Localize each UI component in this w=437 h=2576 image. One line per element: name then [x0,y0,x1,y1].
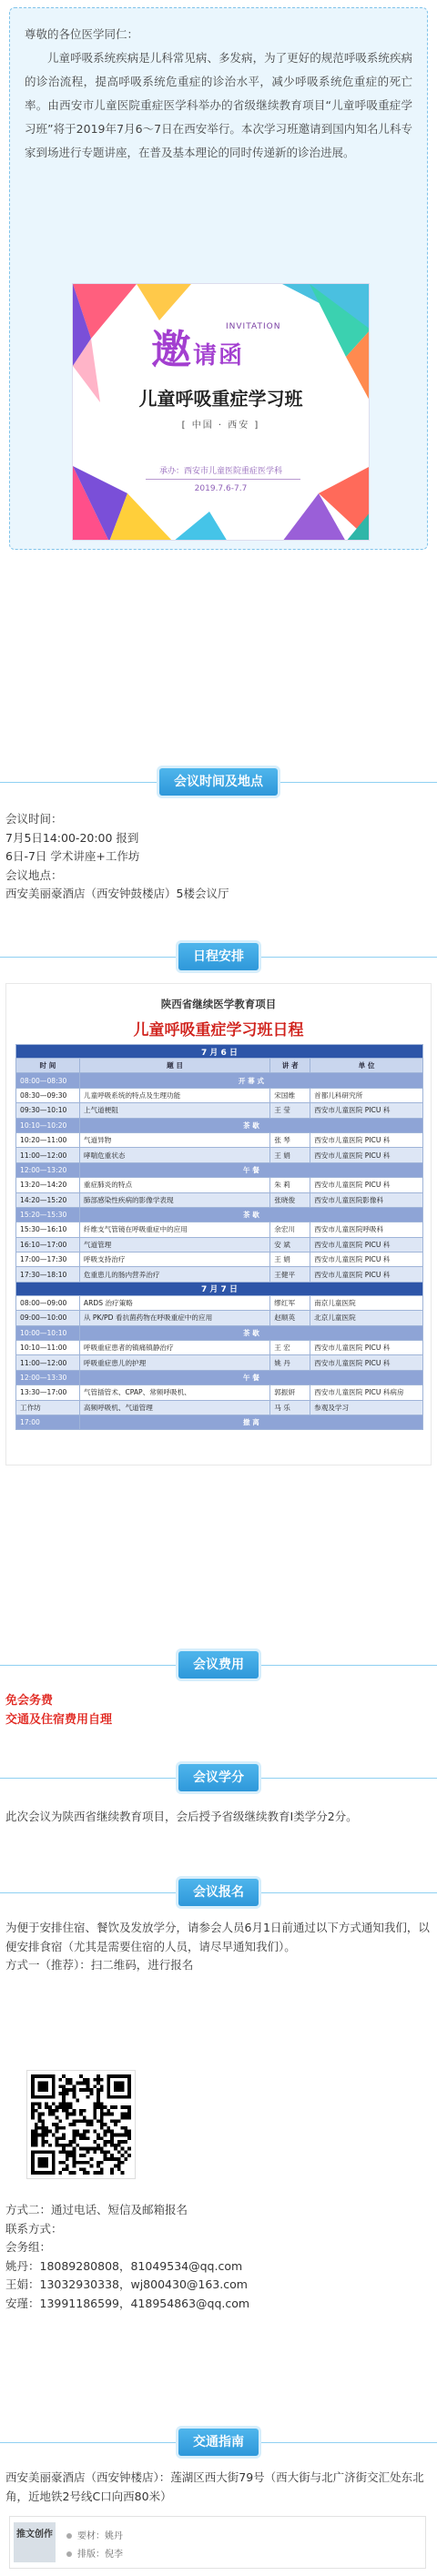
contact-wangjuan[interactable]: 王娟：13032930338，wj800430@163.com [5,2277,248,2291]
section-traffic [0,2425,437,2461]
intro-paragraph: 儿童呼吸系统疾病是儿科常见病、多发病，为了更好的规范呼吸系统疾病的诊治流程，提高呼吸系统危重症的诊治水平，减少呼吸系统危重症的死亡率。由西安市儿童医院重症医学科举办的省级继续教育项目“儿童呼吸重症学习班”将于2019年7月6～7日在西安举行。本次学习班邀请到国内知名儿科专家到场进行专题讲座，在普及基本理论的同时传递新的诊治进展。 [25,51,412,159]
invitation-big-char: 邀请函 [151,327,245,373]
session-row [16,1237,423,1252]
bullet-icon [66,2551,72,2557]
break-row [16,1370,423,1384]
speaker-cell: 王 宏 [270,1341,310,1355]
time-cell: 15:20—15:30 [16,1207,80,1222]
schedule-table-card [5,983,432,1465]
session-row [16,1341,423,1355]
break-row [16,1325,423,1340]
time-cell: 08:30—09:30 [16,1088,80,1102]
invitation-en: INVITATION [226,322,281,331]
poster-date: 2019.7.6-7.7 [194,484,248,493]
speaker-cell: 赵顺英 [270,1311,310,1325]
session-row [16,1132,423,1147]
break-label: 茶 歇 [79,1118,422,1132]
section-title: 会议报名 [178,1879,259,1906]
break-label: 午 餐 [79,1370,422,1384]
unit-cell: 北京儿童医院 [310,1311,423,1325]
register-contacts [5,2201,432,2313]
register-method-1: 方式一（推荐）：扫二维码，进行报名 [5,1958,194,1972]
topic-cell: 上气道梗阻 [79,1103,269,1118]
invitation-poster [72,283,370,541]
committee-label: 会务组： [5,2240,52,2254]
speaker-cell: 王健平 [270,1267,310,1282]
session-row [16,1400,423,1415]
section-title: 日程安排 [178,943,259,970]
session-row [16,1222,423,1237]
topic-cell: 从 PK/PD 看抗菌药物在呼吸重症中的应用 [79,1311,269,1325]
topic-cell: 气管插管术、CPAP、常频呼吸机、 [79,1385,269,1400]
session-row [16,1295,423,1310]
speaker-cell: 王 娟 [270,1148,310,1162]
time-cell: 10:10—10:20 [16,1118,80,1132]
greeting: 尊敬的各位医学同仁： [25,27,139,41]
contact-anjin[interactable]: 安瑾：13991186599，418954863@qq.com [5,2296,250,2310]
unit-cell: 西安市儿童医院呼吸科 [310,1222,423,1237]
topic-cell: 呼吸重症患儿的护理 [79,1355,269,1370]
speaker-cell: 张晓俊 [270,1192,310,1207]
time-cell: 09:00—10:00 [16,1311,80,1325]
poster-divider [146,479,300,480]
session-row [16,1148,423,1162]
time-cell: 13:20—14:20 [16,1178,80,1192]
session-row [16,1253,423,1267]
column-header: 单 位 [310,1059,423,1073]
schedule-title: 儿童呼吸重症学习班日程 [133,1021,304,1040]
register-paragraph: 为便于安排住宿、餐饮及发放学分，请参会人员6月1日前通过以下方式通知我们，以便安排食宿（尤其是需要住宿的人员，请尽早通知我们）。 [5,1921,430,1953]
speaker-cell: 余宏川 [270,1222,310,1237]
speaker-cell: 安 斌 [270,1237,310,1252]
section-title: 会议时间及地点 [159,768,278,796]
unit-cell: 西安市儿童医院 PICU 科 [310,1355,423,1370]
section-time-place [0,765,437,801]
register-text [5,1919,432,1975]
topic-cell: 气道管理 [79,1237,269,1252]
time-cell: 10:00—10:10 [16,1325,80,1340]
topic-cell: 哮喘危重状态 [79,1148,269,1162]
speaker-cell: 王 莹 [270,1103,310,1118]
column-header: 题 目 [79,1059,269,1073]
time-cell: 12:00—13:20 [16,1162,80,1177]
time-lectures: 6日-7日 学术讲座+工作坊 [5,849,140,863]
break-row [16,1207,423,1222]
contact-yaodan[interactable]: 姚丹：18089280808，81049534@qq.com [5,2258,243,2273]
break-label: 撤 离 [79,1415,422,1429]
topic-cell: 儿童呼吸系统的特点及生理功能 [79,1088,269,1102]
session-row [16,1192,423,1207]
speaker-cell: 姚 丹 [270,1355,310,1370]
break-label: 茶 歇 [79,1325,422,1340]
fee-line-1: 免会务费 [5,1694,54,1708]
section-register [0,1875,437,1912]
topic-cell: 肺部感染性疾病的影像学表现 [79,1192,269,1207]
qr-code-icon [31,2074,131,2175]
session-row [16,1103,423,1118]
speaker-cell: 缪红军 [270,1295,310,1310]
topic-cell: 高频呼吸机、气道管理 [79,1400,269,1415]
poster-organizer: 承办：西安市儿童医院重症医学科 [158,467,282,476]
schedule-org: 陕西省继续医学教育项目 [160,998,277,1010]
time-cell: 08:00—09:00 [16,1295,80,1310]
speaker-cell: 朱 莉 [270,1178,310,1192]
time-cell: 16:10—17:00 [16,1237,80,1252]
unit-cell: 首都儿科研究所 [310,1088,423,1102]
place-value: 西安美丽豪酒店（西安钟鼓楼店）5楼会议厅 [5,887,229,900]
unit-cell: 南京儿童医院 [310,1295,423,1310]
speaker-cell: 王 娟 [270,1253,310,1267]
break-row [16,1415,423,1429]
unit-cell: 西安市儿童医院 PICU 科 [310,1148,423,1162]
poster-location: [ 中国 · 西安 ] [181,421,260,431]
speaker-cell: 张 琴 [270,1132,310,1147]
register-method-2: 方式二：通过电话、短信及邮箱报名 [5,2203,188,2216]
topic-cell: 呼吸重症患者的镇痛镇静治疗 [79,1341,269,1355]
topic-cell: 气道异物 [79,1132,269,1147]
credit-line-material: 要材：姚丹 [66,2528,123,2541]
unit-cell: 西安市儿童医院 PICU 科 [310,1103,423,1118]
unit-cell: 西安市儿童医院 PICU 科病房 [310,1385,423,1400]
time-cell: 10:20—11:00 [16,1132,80,1147]
break-label: 开 幕 式 [79,1073,422,1088]
unit-cell: 西安市儿童医院 PICU 科 [310,1253,423,1267]
time-cell: 14:20—15:20 [16,1192,80,1207]
schedule-table [15,1044,423,1430]
topic-cell: 呼吸支持治疗 [79,1253,269,1267]
poster-title: 儿童呼吸重症学习班 [138,388,303,410]
topic-cell: 危重患儿的肠内营养治疗 [79,1267,269,1282]
section-title: 会议费用 [178,1651,259,1678]
traffic-paragraph: 西安美丽豪酒店（西安钟楼店）：莲湖区西大街79号（西大街与北广济街交汇处东北角，近地铁2号线C口向西80米） [5,2470,424,2503]
break-label: 茶 歇 [79,1207,422,1222]
time-place-text [5,810,432,904]
topic-cell: ARDS 治疗策略 [79,1295,269,1310]
session-row [16,1355,423,1370]
credit-text [5,1808,432,1827]
time-checkin: 7月5日14:00-20:00 报到 [5,830,139,845]
unit-cell: 参观及学习 [310,1400,423,1415]
intro-card [9,7,428,550]
section-credit [0,1760,437,1797]
time-cell: 11:00—12:00 [16,1148,80,1162]
session-row [16,1267,423,1282]
speaker-cell: 马 乐 [270,1400,310,1415]
session-row [16,1385,423,1400]
topic-cell: 纤维支气管镜在呼吸重症中的应用 [79,1222,269,1237]
break-row [16,1162,423,1177]
time-cell: 09:30—10:10 [16,1103,80,1118]
day-label: 7 月 7 日 [16,1282,423,1295]
unit-cell: 西安市儿童医院 PICU 科 [310,1132,423,1147]
section-title: 交通指南 [178,2429,259,2456]
credits-label: 推文创作 [14,2522,56,2562]
section-schedule [0,939,437,976]
column-header-row [16,1059,423,1073]
unit-cell: 西安市儿童医院 PICU 科 [310,1237,423,1252]
place-label: 会议地点： [5,867,63,882]
day-header-row [16,1045,423,1059]
break-label: 午 餐 [79,1162,422,1177]
time-cell: 17:30—18:10 [16,1267,80,1282]
unit-cell: 西安市儿童医院 PICU 科 [310,1178,423,1192]
unit-cell: 西安市儿童医院影像科 [310,1192,423,1207]
credit-paragraph: 此次会议为陕西省继续教育项目，会后授予省级继续教育I类学分2分。 [5,1810,358,1823]
unit-cell: 西安市儿童医院 PICU 科 [310,1341,423,1355]
bullet-icon [66,2533,72,2539]
time-cell: 13:30—17:00 [16,1385,80,1400]
column-header: 时 间 [16,1059,80,1073]
unit-cell: 西安市儿童医院 PICU 科 [310,1267,423,1282]
credits-box [9,2516,426,2569]
session-row [16,1311,423,1325]
credit-line-layout: 排版：倪李 [66,2546,123,2560]
day-header-row [16,1282,423,1295]
section-title: 会议学分 [178,1764,259,1791]
time-cell: 工作坊 [16,1400,80,1415]
traffic-text [5,2469,432,2506]
registration-qr-code[interactable] [27,2071,135,2178]
section-fee [0,1648,437,1684]
time-cell: 12:00—13:30 [16,1370,80,1384]
time-cell: 17:00 [16,1415,80,1429]
break-row [16,1073,423,1088]
fee-line-2: 交通及住宿费用自理 [5,1713,113,1727]
speaker-cell: 郭振妍 [270,1385,310,1400]
time-cell: 08:00—08:30 [16,1073,80,1088]
time-label: 会议时间： [5,812,63,826]
topic-cell: 重症肺炎的特点 [79,1178,269,1192]
time-cell: 11:00—12:00 [16,1355,80,1370]
fee-text [5,1691,432,1729]
break-row [16,1118,423,1132]
session-row [16,1088,423,1102]
speaker-cell: 宋国维 [270,1088,310,1102]
session-row [16,1178,423,1192]
column-header: 讲 者 [270,1059,310,1073]
contact-label: 联系方式： [5,2221,63,2236]
day-label: 7 月 6 日 [16,1045,423,1059]
time-cell: 15:30—16:10 [16,1222,80,1237]
time-cell: 17:00—17:30 [16,1253,80,1267]
time-cell: 10:10—11:00 [16,1341,80,1355]
